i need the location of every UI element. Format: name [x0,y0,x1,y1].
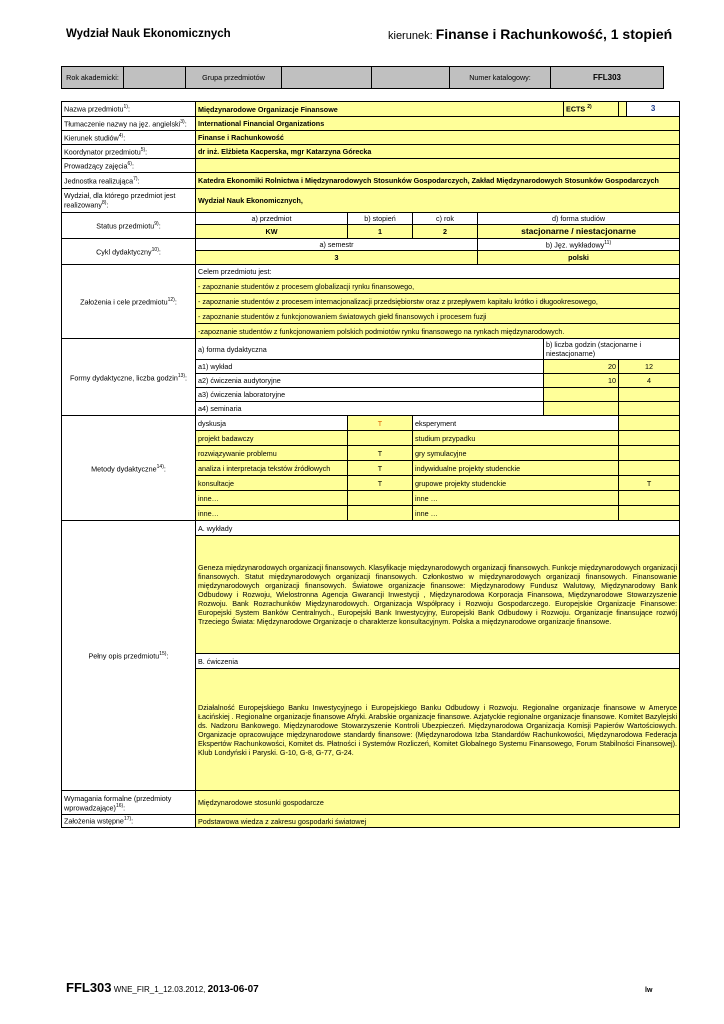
cycle-label: Cykl dydaktyczny$^{10)}$: [62,239,196,265]
field-value: Finanse i Rachunkowość, 1 stopień [435,26,673,42]
method-mark: T [619,476,680,491]
method-name: rozwiązywanie problemu [196,446,348,461]
method-name: grupowe projekty studenckie [413,476,619,491]
method-mark [619,461,680,476]
form-hours-niestac: 12 [619,360,680,374]
form-name: a4) seminaria [196,402,544,416]
method-name: eksperyment [413,416,619,431]
forms-label: Formy dydaktyczne, liczba godzin$^{13)}$: [62,339,196,416]
unit-label: Jednostka realizująca$^{7)}$: [62,173,196,189]
goal-item: - zapoznanie studentów z procesem globalizacji rynku finansowego, [196,279,680,294]
spacer-cell [372,67,450,89]
goal-item: -zapoznanie studentów z funkcjonowaniem polskich podmiotów rynku finansowego na rynkach międzynarodowych. [196,324,680,339]
method-mark: T [348,416,413,431]
name-value: Międzynarodowe Organizacje Finansowe [196,102,564,117]
status-type: KW [196,225,348,239]
method-name: konsultacje [196,476,348,491]
field-study-value: Finanse i Rachunkowość [196,131,680,145]
form-hours-niestac [619,402,680,416]
prerequisites-value: Podstawowa wiedza z zakresu gospodarki światowej [196,815,680,827]
status-header-b: b) stopień [348,213,413,225]
form-hours-niestac [619,388,680,402]
cycle-header-a: a) semestr [196,239,478,251]
catalog-value: FFL303 [551,67,664,89]
method-mark: T [348,446,413,461]
goals-intro: Celem przedmiotu jest: [196,265,680,279]
form-hours-stac [544,402,619,416]
footer-doc: WNE_FIR_1_12.03.2012, [113,985,206,994]
method-mark [619,506,680,521]
cycle-semester: 3 [196,251,478,265]
method-name: inne… [196,506,348,521]
method-name: inne … [413,491,619,506]
method-mark [348,431,413,446]
footer-date: 2013-06-07 [207,984,259,995]
method-mark [348,506,413,521]
ects-value: 3 [627,102,680,117]
method-name: inne… [196,491,348,506]
catalog-label: Numer katalogowy: [450,67,551,89]
ects-gap [619,102,627,117]
status-label: Status przedmiotu$^{9)}$: [62,213,196,239]
form-name: a3) ćwiczenia laboratoryjne [196,388,544,402]
method-mark: T [348,476,413,491]
field-prefix: kierunek: [388,30,433,42]
course-card [61,101,680,828]
method-name: dyskusja [196,416,348,431]
method-mark: T [348,461,413,476]
method-name: inne … [413,506,619,521]
year-label: Rok akademicki: [62,67,124,89]
form-name: a2) ćwiczenia audytoryjne [196,374,544,388]
status-header-d: d) forma studiów [478,213,680,225]
cycle-language: polski [478,251,680,265]
method-name: gry symulacyjne [413,446,619,461]
english-name-label: Tłumaczenie nazwy na jęz. angielski$^{3)}$: [62,117,196,131]
status-header-a: a) przedmiot [196,213,348,225]
prerequisites-label: Założenia wstępne$^{17)}$: [62,815,196,827]
description-label: Pełny opis przedmiotu$^{15)}$: [62,521,196,791]
exercises-description: Działalność Europejskiego Banku Inwestycyjnego i Europejskiego Banku Odbudowy i Rozwoju. Regionalne organizacje finansowe w Ameryce Łacińskiej . Regionalne organizacje finansowe Afryki. Arabskie organizacje finansowe. Azjatyckie regionalne organizacje finansowe. Komitet Bazylejski ds. Nadzoru Bankowego. Międzynarodowe Stowarzyszenie Kontroli Ubezpieczeń. Międzynarodowa Organizacja Komisji Papierów Wartościowych. Organizacje opracowujące międzynarodowe standardy finansowe: (Międzynarodowa Izba Standardów Rachunkowości, Międzynarodowa Federacja Ekspertów Rachunkowości, Komitet ds. Płatności i Systemów Rozliczeń, Komitet Globalnego Systemu Finansowego, Forum Stabilności Finansowej). Klub Londyński i Paryski. G-10, G-8, G-77, G-24. [196,669,680,791]
method-mark [619,491,680,506]
unit-value: Katedra Ekonomiki Rolnictwa i Międzynarodowych Stosunków Gospodarczych, Zakład Międzynarodowych Stosunków Gospodarczych [196,173,680,189]
methods-label: Metody dydaktyczne$^{14)}$: [62,416,196,521]
year-value[interactable] [124,67,186,89]
form-hours-stac: 20 [544,360,619,374]
name-label: Nazwa przedmiotu$^{1)}$: [62,102,196,117]
method-mark [619,431,680,446]
goal-item: - zapoznanie studentów z procesem internacjonalizacji przedsiębiorstw oraz z przepływem kapitału krótko i długookresowego, [196,294,680,309]
method-mark [348,491,413,506]
footer-code: FFL303 [66,980,112,995]
method-mark [619,416,680,431]
form-hours-stac [544,388,619,402]
status-degree: 1 [348,225,413,239]
faculty-label: Wydział, dla którego przedmiot jest realizowany$^{8)}$: [62,189,196,213]
field-of-study [388,26,672,42]
status-header-c: c) rok [413,213,478,225]
forms-header-b: b) liczba godzin (stacjonarne i niestacjonarne) [544,339,680,360]
requirements-value: Międzynarodowe stosunki gospodarcze [196,791,680,815]
method-name: indywidualne projekty studenckie [413,461,619,476]
lectures-heading: A. wykłady [196,521,680,536]
footer-initials: lw [645,987,653,994]
lecturer-label: Prowadzący zajęcia$^{6)}$: [62,159,196,173]
lectures-description: Geneza międzynarodowych organizacji finansowych. Klasyfikacje międzynarodowych organizacji finansowych. Funkcje międzynarodowych organizacji finansowych. Statut międzynarodowych organizacji finansowych. Członkostwo w międzynarodowych organizacji finansowych. Finansowanie międzynarodowych organizacji finansowych. Światowe organizacje finansowe: Międzynarodowy Fundusz Walutowy, Międzynarodowy Bank Odbudowy i Rozwoju, Wielostronna Agencja Gwarancji Inwestycji , Międzynarodowa Korporacja Finansowa, Międzynarodowe Stowarzyszenie Rozwoju. Bank Rozrachunków Międzynarodowych. Organizacja Współpracy i Rozwoju Gospodarczego. Europejskie Organizacje Finansowe: Europejski System Banków Centralnych., Europejski Bank Inwestycyjny, Europejski Bank Odbudowy i Rozwoju. Organizacje finansujące rozwój Trzeciego Świata: Międzynarodowe Organizacje o charakterze konsultacyjnym. Polska a międzynarodowe organizacje finansowe. [196,536,680,654]
form-name: a1) wykład [196,360,544,374]
form-hours-niestac: 4 [619,374,680,388]
catalog-bar [61,66,664,89]
status-form: stacjonarne / niestacjonarne [478,225,680,239]
method-mark [619,446,680,461]
footer-info [66,980,259,995]
group-value[interactable] [282,67,372,89]
goal-item: - zapoznanie studentów z funkcjonowaniem światowych giełd finansowych i procesem fuzji [196,309,680,324]
lecturer-value [196,159,680,173]
english-name-value: International Financial Organizations [196,117,680,131]
group-label: Grupa przedmiotów [186,67,282,89]
faculty-value: Wydział Nauk Ekonomicznych, [196,189,680,213]
method-name: projekt badawczy [196,431,348,446]
method-name: studium przypadku [413,431,619,446]
cycle-header-b: b) Jęz. wykładowy$^{11)}$ [478,239,680,251]
faculty-title: Wydział Nauk Ekonomicznych [66,28,231,40]
forms-header-a: a) forma dydaktyczna [196,339,544,360]
coordinator-label: Koordynator przedmiotu$^{5)}$: [62,145,196,159]
goals-label: Założenia i cele przedmiotu$^{12)}$: [62,265,196,339]
requirements-label: Wymagania formalne (przedmioty wprowadzające)$^{16)}$: [62,791,196,815]
field-label: Kierunek studiów$^{4)}$: [62,131,196,145]
method-name: analiza i interpretacja tekstów źródłowych [196,461,348,476]
ects-label: ECTS $^{2)}$ [564,102,619,117]
exercises-heading: B. ćwiczenia [196,654,680,669]
coordinator-value: dr inż. Elżbieta Kacperska, mgr Katarzyna Górecka [196,145,680,159]
form-hours-stac: 10 [544,374,619,388]
status-year: 2 [413,225,478,239]
